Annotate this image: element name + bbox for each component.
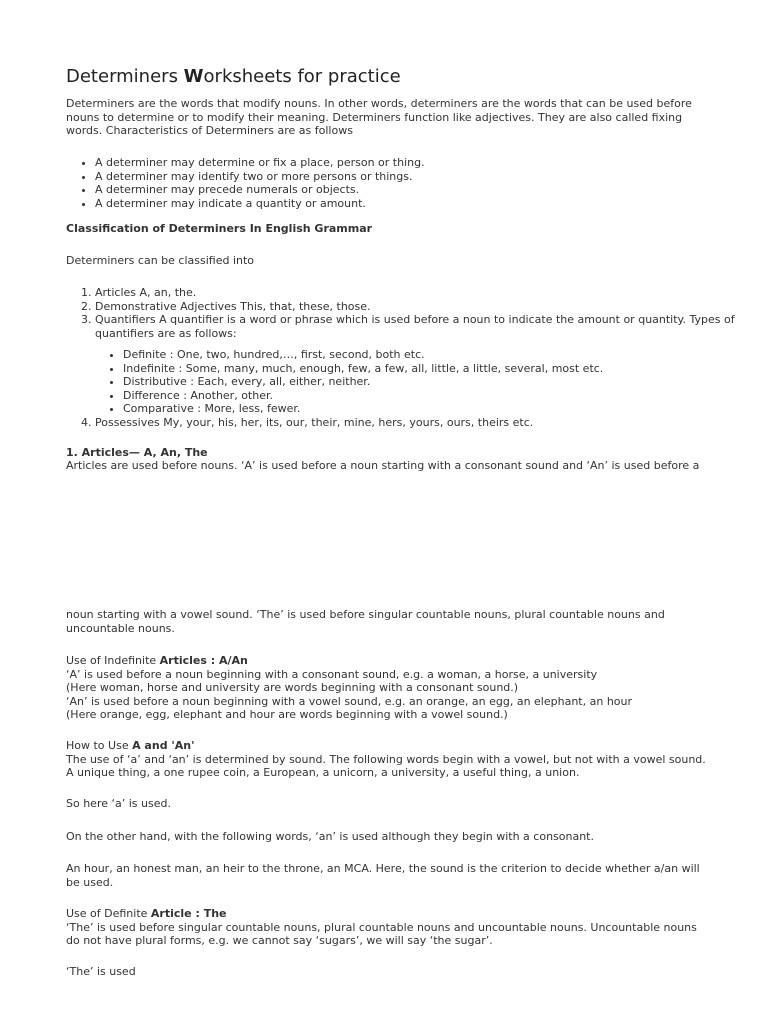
paragraph: An hour, an honest man, an heir to the throne, an MCA. Here, the sound is the criterion to decide whether a/an will be used. [66,862,700,889]
paragraph: ‘The’ is used [66,965,136,978]
characteristics-list [66,156,735,210]
text-line: (Here orange, egg, elephant and hour are words beginning with a vowel sound.) [66,708,508,721]
section-heading: Classification of Determiners In English Grammar [66,222,373,235]
subheading: Use of Indefinite Articles : A/An [66,654,248,667]
text-line: ‘A’ is used before a noun beginning with a consonant sound, e.g. a woman, a horse, a university [66,667,598,681]
list-item: • Comparative : More, less, fewer. [123,402,735,416]
list-item-text: Quantifiers A quantifier is a word or phrase which is used before a noun to indicate the amount or quantity. Types of quantifiers are as follows: [95,313,735,340]
quantifier-types-list [95,348,735,416]
paragraph: On the other hand, with the following words, ‘an’ is used although they begin with a consonant. [66,830,594,843]
list-item: • A determiner may indicate a quantity or amount. [95,197,735,211]
paragraph: Articles are used before nouns. ‘A’ is used before a noun starting with a consonant sound and ‘An’ is used before a [66,459,700,472]
list-item: • A determiner may identify two or more persons or things. [95,170,735,184]
paragraph: ‘The’ is used before singular countable nouns, plural countable nouns and uncountable nouns. Uncountable nouns do not have plural forms, e.g. we cannot say ‘sugars’, we will say ‘the sugar’. [66,920,697,947]
list-item: • Definite : One, two, hundred,…, first, second, both etc. [123,348,735,362]
page-title: Determiners Worksheets for practice [66,66,401,87]
how-to-use-section [66,739,706,780]
text-line: (Here woman, horse and university are words beginning with a consonant sound.) [66,681,519,694]
list-item: • Distributive : Each, every, all, either, neither. [123,375,735,389]
list-item: • A determiner may precede numerals or objects. [95,183,735,197]
text-line: ‘An’ is used before a noun beginning with a vowel sound, e.g. an orange, an egg, an elephant, an hour [66,694,633,708]
list-item: 4. Possessives My, your, his, her, its, our, their, mine, hers, yours, ours, theirs etc. [95,416,735,430]
paragraph: noun starting with a vowel sound. ‘The’ is used before singular countable nouns, plural countable nouns and uncountable nouns. [66,608,665,635]
indefinite-articles-section [66,654,706,722]
list-item: • Indefinite : Some, many, much, enough, few, a few, all, little, a little, several, most etc. [123,362,735,376]
paragraph: The use of ‘a’ and ‘an’ is determined by sound. The following words begin with a vowel, but not with a vowel sound. A unique thing, a one rupee coin, a European, a unicorn, a university, a useful thing, a union. [66,752,706,779]
paragraph: So here ‘a’ is used. [66,797,171,810]
list-item: • A determiner may determine or fix a place, person or thing. [95,156,735,170]
list-item: • Difference : Another, other. [123,389,735,403]
list-item [95,313,735,416]
subheading: Use of Definite Article : The [66,907,227,920]
list-item: 2. Demonstrative Adjectives This, that, these, those. [95,300,735,314]
subheading: How to Use A and 'An' [66,739,195,752]
list-item: 1. Articles A, an, the. [95,286,735,300]
definite-article-section [66,907,706,948]
paragraph: Determiners can be classified into [66,254,255,267]
classification-list [66,286,735,429]
intro-paragraph: Determiners are the words that modify nouns. In other words, determiners are the words that can be used before nouns to determine or to modify their meaning. Determiners function like adjectives. They are also called fixing words. Characteristics of Determiners are as follows [66,97,692,137]
section-heading: 1. Articles— A, An, The [66,446,208,459]
